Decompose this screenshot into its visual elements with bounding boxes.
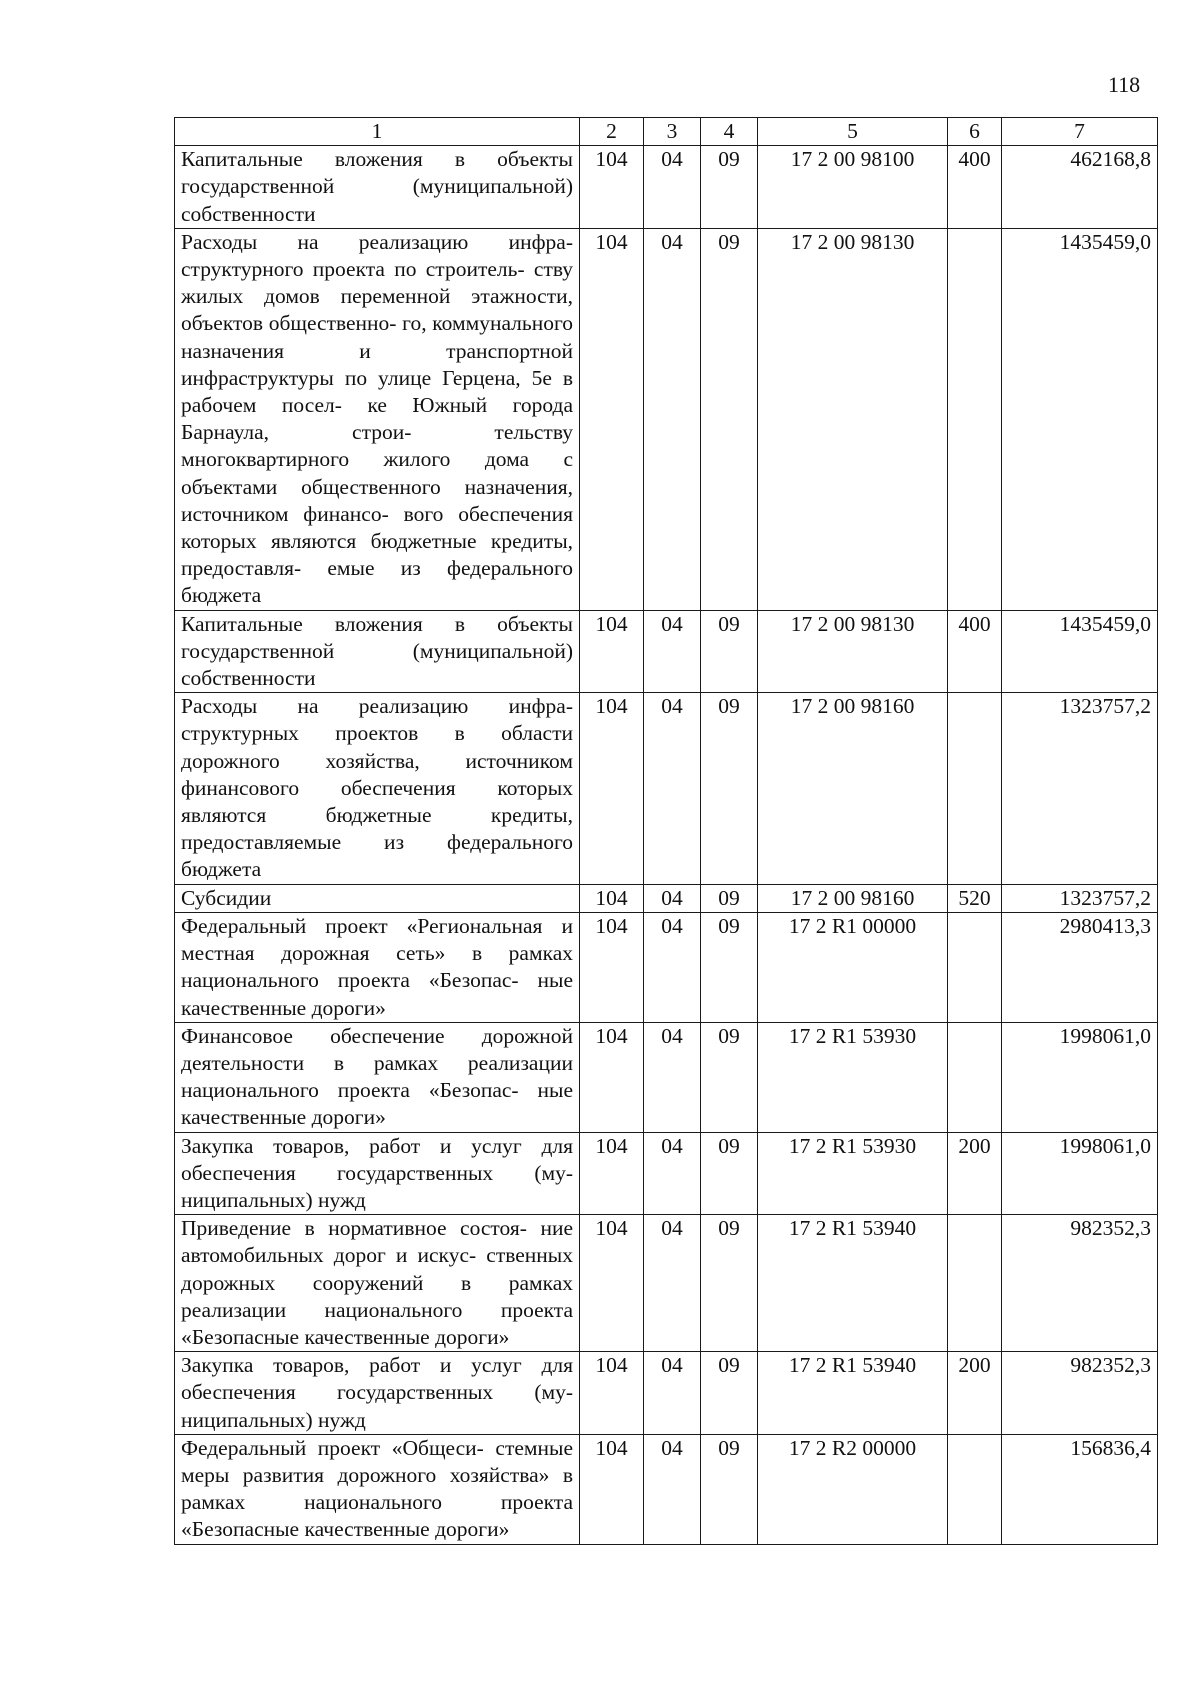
cell-section: 104 [580,228,644,610]
description-line: проекта «Безопасные качественные [181,1297,574,1349]
table-header-row [175,118,1158,146]
description-line: собственности [181,666,316,691]
cell-target-code: 17 2 00 98160 [758,693,948,884]
description-line: дороги» [435,1517,510,1542]
table-row [175,1022,1158,1132]
description-line: обеспечения государственных (му- [181,1380,573,1405]
description-line: ные качественные дороги» [181,968,573,1020]
table-row [175,693,1158,884]
table-row [175,1434,1158,1544]
cell-target-code: 17 2 00 98160 [758,884,948,912]
description-line: Субсидии [181,885,272,910]
description-line: рамках реализации национального [181,1270,574,1322]
cell-description [175,1215,580,1352]
description-line: Федеральный проект «Региональная [181,913,543,938]
cell-subsection-2: 09 [701,610,758,693]
cell-subsection-2: 09 [701,1434,758,1544]
cell-subsection-2: 09 [701,1132,758,1215]
description-line: государственной (муниципальной) [181,638,573,663]
cell-amount: 2980413,3 [1002,912,1158,1022]
description-line: государственной (муниципальной) [181,174,573,199]
cell-expense-type [948,1434,1002,1544]
description-line: Закупка товаров, работ и услуг для [181,1353,573,1378]
table-row [175,884,1158,912]
cell-subsection-2: 09 [701,146,758,229]
cell-amount: 1998061,0 [1002,1132,1158,1215]
description-line: Федеральный проект «Общеси- [181,1435,484,1460]
cell-description [175,228,580,610]
cell-amount: 982352,3 [1002,1215,1158,1352]
cell-amount: 1435459,0 [1002,228,1158,610]
header-col-6: 6 [948,118,1002,146]
description-line: структурного проекта по строитель- [181,257,525,282]
table-body [175,146,1158,1544]
cell-section: 104 [580,610,644,693]
cell-description [175,610,580,693]
cell-description [175,693,580,884]
cell-amount: 1323757,2 [1002,884,1158,912]
cell-subsection: 04 [644,1022,701,1132]
cell-subsection: 04 [644,146,701,229]
cell-subsection: 04 [644,610,701,693]
cell-amount: 1323757,2 [1002,693,1158,884]
description-line: дома с объектами общественного [181,447,574,499]
description-line: являются бюджетные кредиты, [181,803,573,828]
header-col-1: 1 [175,118,580,146]
description-line: хозяйства» в рамках национального [181,1462,574,1515]
cell-description [175,146,580,229]
cell-target-code: 17 2 00 98100 [758,146,948,229]
header-col-7: 7 [1002,118,1158,146]
cell-amount: 1435459,0 [1002,610,1158,693]
cell-target-code: 17 2 00 98130 [758,610,948,693]
header-col-3: 3 [644,118,701,146]
description-line: ные качественные дороги» [181,1078,573,1130]
description-line: Закупка товаров, работ и услуг для [181,1133,573,1158]
cell-target-code: 17 2 R1 53930 [758,1022,948,1132]
description-line: Приведение в нормативное состоя- [181,1216,527,1241]
description-line: транспортной инфраструктуры по [181,338,573,390]
description-line: емые из федерального бюджета [181,556,573,608]
cell-expense-type: 400 [948,610,1002,693]
description-line: ству жилых домов переменной [181,257,574,309]
description-line: назначения, источником финансо- [181,474,573,526]
description-line: ственных дорожных сооружений в [181,1243,573,1295]
cell-section: 104 [580,1132,644,1215]
description-line: ние автомобильных дорог и искус- [181,1216,573,1268]
description-line: бюджетные кредиты, предоставля- [181,529,574,581]
budget-table [174,117,1158,1545]
cell-expense-type [948,693,1002,884]
cell-description [175,1022,580,1132]
cell-description [175,884,580,912]
cell-subsection-2: 09 [701,884,758,912]
cell-description [175,1132,580,1215]
cell-subsection-2: 09 [701,228,758,610]
description-line: стемные меры развития дорожного [181,1435,573,1487]
cell-subsection: 04 [644,1434,701,1544]
cell-subsection: 04 [644,1132,701,1215]
description-line: и местная дорожная сеть» в рамках [181,913,574,966]
description-line: проекта «Безопасные качественные [181,1490,573,1542]
cell-subsection-2: 09 [701,1215,758,1352]
cell-subsection: 04 [644,912,701,1022]
cell-expense-type [948,228,1002,610]
cell-target-code: 17 2 00 98130 [758,228,948,610]
description-line: ниципальных) нужд [181,1407,366,1432]
cell-expense-type: 200 [948,1352,1002,1435]
cell-section: 104 [580,1022,644,1132]
cell-amount: 982352,3 [1002,1352,1158,1435]
description-line: дороги» [435,1324,510,1349]
description-line: дорожного хозяйства, источником [181,748,573,773]
cell-amount: 462168,8 [1002,146,1158,229]
cell-expense-type: 520 [948,884,1002,912]
cell-subsection-2: 09 [701,693,758,884]
cell-subsection: 04 [644,1215,701,1352]
table-row [175,1132,1158,1215]
page-number: 118 [1108,72,1141,97]
description-line: Финансовое обеспечение дорожной [181,1023,573,1048]
description-line: Расходы на реализацию инфра- [181,229,573,254]
description-line: деятельности в рамках реализации [181,1050,573,1075]
description-line: национального проекта «Безопас- [181,968,519,993]
cell-target-code: 17 2 R1 53940 [758,1352,948,1435]
cell-subsection: 04 [644,1352,701,1435]
cell-amount: 1998061,0 [1002,1022,1158,1132]
cell-section: 104 [580,1215,644,1352]
cell-subsection: 04 [644,228,701,610]
cell-subsection-2: 09 [701,1352,758,1435]
cell-subsection: 04 [644,693,701,884]
description-line: обеспечения государственных (му- [181,1160,573,1185]
cell-target-code: 17 2 R1 53930 [758,1132,948,1215]
table-row [175,146,1158,229]
cell-subsection-2: 09 [701,912,758,1022]
description-line: го, коммунального назначения и [181,311,574,363]
description-line: собственности [181,201,316,226]
description-line: национального проекта «Безопас- [181,1078,519,1103]
table-row [175,912,1158,1022]
cell-description [175,1352,580,1435]
description-line: этажности, объектов общественно- [181,284,573,336]
cell-section: 104 [580,146,644,229]
cell-expense-type [948,1215,1002,1352]
cell-description [175,1434,580,1544]
cell-amount: 156836,4 [1002,1434,1158,1544]
description-line: Капитальные вложения в объекты [181,147,573,172]
description-line: Капитальные вложения в объекты [181,611,573,636]
description-line: ке Южный города Барнаула, строи- [181,393,573,445]
header-col-5: 5 [758,118,948,146]
cell-subsection: 04 [644,884,701,912]
cell-target-code: 17 2 R1 00000 [758,912,948,1022]
table-row [175,610,1158,693]
cell-expense-type [948,912,1002,1022]
table-row [175,1215,1158,1352]
cell-section: 104 [580,693,644,884]
description-line: тельству многоквартирного жилого [181,420,573,472]
description-line: улице Герцена, 5е в рабочем посел- [181,365,573,418]
cell-section: 104 [580,912,644,1022]
cell-expense-type: 200 [948,1132,1002,1215]
cell-target-code: 17 2 R1 53940 [758,1215,948,1352]
cell-expense-type: 400 [948,146,1002,229]
description-line: предоставляемые из федерального [181,830,573,855]
table-row [175,1352,1158,1435]
description-line: финансового обеспечения которых [181,775,573,800]
header-col-4: 4 [701,118,758,146]
table-row [175,228,1158,610]
cell-expense-type [948,1022,1002,1132]
description-line: Расходы на реализацию инфра- [181,694,573,719]
cell-description [175,912,580,1022]
header-col-2: 2 [580,118,644,146]
cell-target-code: 17 2 R2 00000 [758,1434,948,1544]
description-line: бюджета [181,857,262,882]
description-line: ниципальных) нужд [181,1187,366,1212]
cell-section: 104 [580,884,644,912]
cell-section: 104 [580,1352,644,1435]
description-line: структурных проектов в области [181,721,573,746]
cell-section: 104 [580,1434,644,1544]
description-line: вого обеспечения которых являются [181,501,573,554]
cell-subsection-2: 09 [701,1022,758,1132]
